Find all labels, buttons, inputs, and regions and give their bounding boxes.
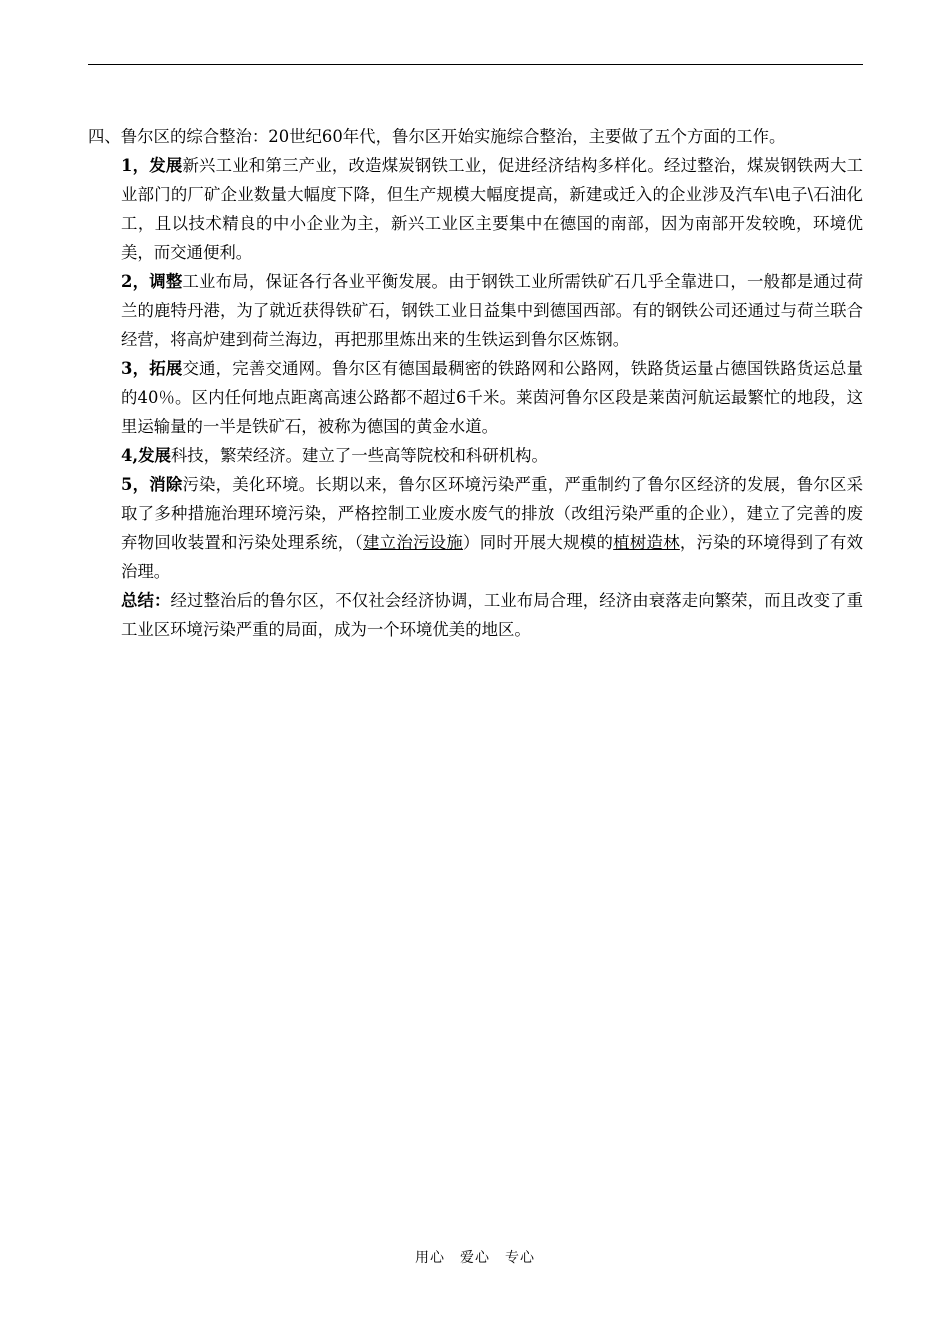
- summary-lead: 总结：: [121, 591, 171, 610]
- item-2-paragraph: [121, 267, 863, 354]
- section-heading: 四、鲁尔区的综合整治：20世纪60年代，鲁尔区开始实施综合整治，主要做了五个方面的工作。: [88, 127, 786, 146]
- document-body: [88, 122, 863, 644]
- item-5-underline-pollution-facilities: 建立治污设施: [362, 533, 464, 552]
- item-5-underline-afforestation: 植树造林: [613, 533, 680, 552]
- item-4-lead: 4,发展: [121, 446, 171, 465]
- page-footer: 用心 爱心 专心: [415, 1250, 535, 1266]
- item-2-lead: 2，调整: [121, 272, 183, 291]
- item-5-text-middle: ）同时开展大规模的: [463, 533, 614, 552]
- item-1-lead: 1，发展: [121, 156, 183, 175]
- item-2-text: 工业布局，保证各行各业平衡发展。由于钢铁工业所需铁矿石几乎全靠进口，一般都是通过荷兰的鹿特丹港，为了就近获得铁矿石，钢铁工业日益集中到德国西部。有的钢铁公司还通过与荷兰联合经营，将高炉建到荷兰海边，再把那里炼出来的生铁运到鲁尔区炼钢。: [121, 272, 864, 349]
- item-4-text: 科技，繁荣经济。建立了一些高等院校和科研机构。: [170, 446, 548, 465]
- header-rule: [88, 64, 863, 65]
- item-3-paragraph: [121, 354, 863, 441]
- item-3-text: 交通，完善交通网。鲁尔区有德国最稠密的铁路网和公路网，铁路货运量占德国铁路货运总量的40％。区内任何地点距离高速公路都不超过6千米。莱茵河鲁尔区段是莱茵河航运最繁忙的地段，这里运输量的一半是铁矿石，被称为德国的黄金水道。: [121, 359, 864, 436]
- item-1-text: 新兴工业和第三产业，改造煤炭钢铁工业，促进经济结构多样化。经过整治，煤炭钢铁两大工业部门的厂矿企业数量大幅度下降，但生产规模大幅度提高，新建或迁入的企业涉及汽车\电子\石油化工，且以技术精良的中小企业为主，新兴工业区主要集中在德国的南部，因为南部开发较晚，环境优美，而交通便利。: [121, 156, 864, 262]
- item-5-text-after: ，污染的环境得到了有效治理。: [121, 533, 864, 581]
- summary-text: 经过整治后的鲁尔区，不仅社会经济协调，工业布局合理，经济由衰落走向繁荣，而且改变了重工业区环境污染严重的局面，成为一个环境优美的地区。: [121, 591, 864, 639]
- item-5-paragraph: [121, 470, 863, 586]
- summary-paragraph: [121, 586, 863, 644]
- item-4-paragraph: [121, 441, 863, 470]
- item-1-paragraph: [121, 151, 863, 267]
- item-5-text-before: 污染，美化环境。长期以来，鲁尔区环境污染严重，严重制约了鲁尔区经济的发展，鲁尔区采取了多种措施治理环境污染，严格控制工业废水废气的排放（改组污染严重的企业），建立了完善的废弃物回收装置和污染处理系统，（: [121, 475, 864, 552]
- item-5-lead: 5，消除: [121, 475, 183, 494]
- item-3-lead: 3，拓展: [121, 359, 183, 378]
